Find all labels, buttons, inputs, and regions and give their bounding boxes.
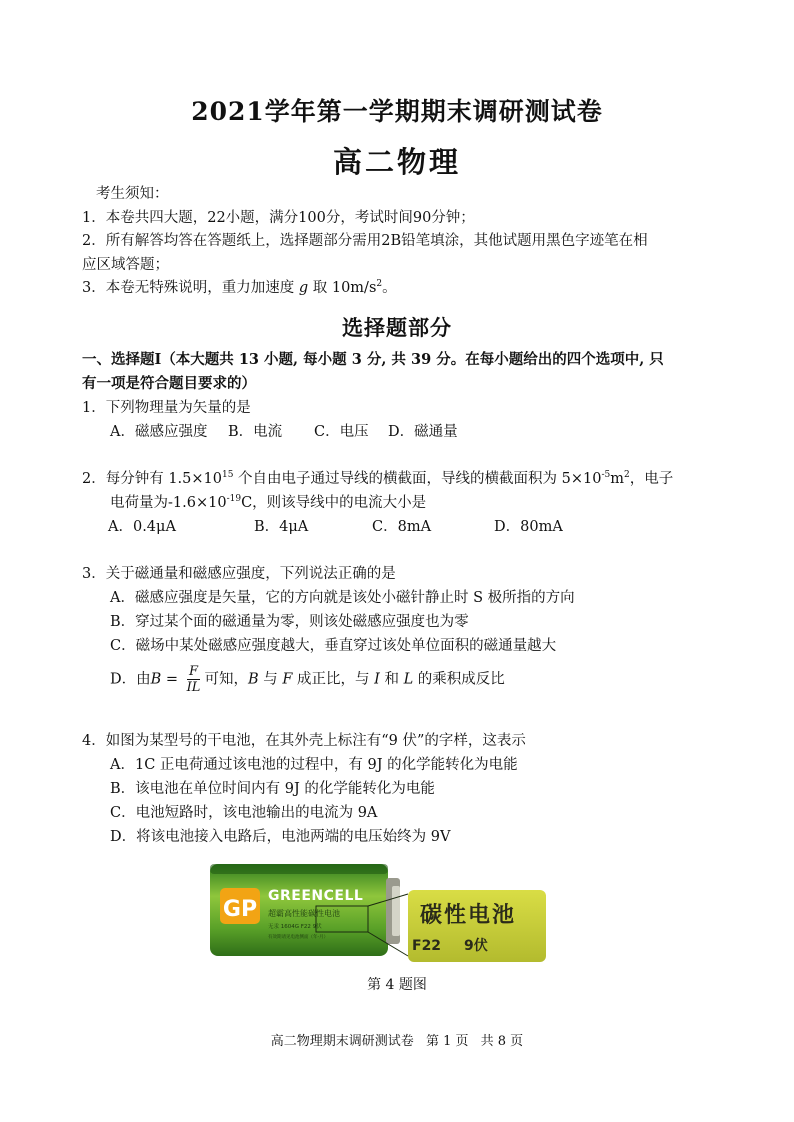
question-4-option-a[interactable]: A．1C 正电荷通过该电池的过程中，有 9J 的化学能转化为电能 [110,757,518,773]
question-1-options [82,420,722,444]
question-1-stem: 1．下列物理量为矢量的是 [82,400,251,416]
question-2-option-c[interactable]: C．8mA [372,519,432,535]
notice-heading: 考生须知： [96,186,169,202]
exam-subject: 高二物理 [332,145,461,179]
question-1-option-b[interactable]: B．电流 [228,424,283,440]
question-3-option-d[interactable]: D．由B = $\frac{F}{IL}$ 可知，B 与 F 成正比，与 I 和 L 的乘积成反比 [110,664,505,695]
notice-item-2: 2．所有解答均答在答题纸上，选择题部分需用2B铅笔填涂，其他试题用黑色字迹笔在相 [82,233,648,249]
question-2-option-a[interactable]: A．0.4μA [108,519,176,535]
battery-figure [208,858,548,966]
question-2-option-b[interactable]: B．4μA [254,519,309,535]
question-1 [82,396,722,444]
question-4-option-d[interactable]: D．将该电池接入电路后，电池两端的电压始终为 9V [110,829,451,845]
section-instruction: 一、选择题Ⅰ（本大题共 13 小题, 每小题 3 分, 共 39 分。在每小题给出的四个选项中, 只 有一项是符合题目要求的） [82,351,664,392]
gp-logo-text: GP [222,897,258,922]
question-1-option-c[interactable]: C．电压 [314,424,369,440]
formula-fraction: $\frac{F}{IL}$ [186,664,201,695]
notice-item-3: 3．本卷无特殊说明，重力加速度 g 取 $10m/s^2$。 [82,279,397,296]
question-2-stem: 2．每分钟有 $1.5\times 10^{15}$ 个自由电子通过导线的横截面，导线的横截面积为 $5\times 10^{-5}m^2$，电子 [82,470,674,487]
greencell-text: GREENCELL [268,888,364,904]
question-2 [82,467,722,539]
footer-exam-name: 高二物理期末调研测试卷 [270,1034,414,1049]
notice-item-1: 1．本卷共四大题，22小题，满分100分，考试时间90分钟； [82,209,475,226]
question-3-option-a[interactable]: A．磁感应强度是矢量，它的方向就是该处小磁针静止时 S 极所指的方向 [110,590,575,606]
question-3-stem: 3．关于磁通量和磁感应强度，下列说法正确的是 [82,566,396,582]
candidate-notice [82,183,722,301]
question-3-option-b[interactable]: B．穿过某个面的磁通量为零，则该处磁感应强度也为零 [110,614,469,630]
zoom-model-text: F22 [412,938,442,954]
question-4-option-c[interactable]: C．电池短路时，该电池输出的电流为 9A [110,805,378,821]
question-3 [82,562,722,695]
question-1-option-d[interactable]: D．磁通量 [388,424,458,440]
notice-item-2-cont: 应区域答题； [82,256,169,273]
footer-page-number: 第 1 页 [425,1034,469,1049]
battery-model-small: 无汞 1604G F22 9伏 [268,924,322,930]
question-2-stem-cont: 电荷量为$-1.6\times 10^{-19}C$，则该导线中的电流大小是 [110,494,427,511]
question-2-options [82,515,722,539]
battery-note-small: 有效期请见电池侧面（年-月） [268,935,329,940]
question-4-stem: 4．如图为某型号的干电池，在其外壳上标注有“9 伏”的字样，这表示 [82,733,526,749]
footer-page-total: 共 8 页 [480,1034,524,1049]
question-1-option-a[interactable]: A．磁感应强度 [110,424,208,440]
page-footer [0,1030,794,1049]
zoom-label-text: 碳性电池 [420,903,517,928]
question-3-option-c[interactable]: C．磁场中某处磁感应强度越大，垂直穿过该处单位面积的磁通量越大 [110,638,557,654]
section-title: 选择题部分 [342,315,452,340]
question-2-option-d[interactable]: D．80mA [494,519,563,535]
zoom-voltage-text: 9伏 [464,938,488,954]
figure-caption: 第 4 题图 [367,977,427,993]
gravity-symbol: g [298,280,309,296]
exam-title: 2021学年第一学期期末调研测试卷 [191,97,603,126]
question-4-option-b[interactable]: B．该电池在单位时间内有 9J 的化学能转化为电能 [110,781,435,797]
battery-label-small: 超霸高性能碳性电池 [268,909,340,918]
question-4 [82,729,722,849]
